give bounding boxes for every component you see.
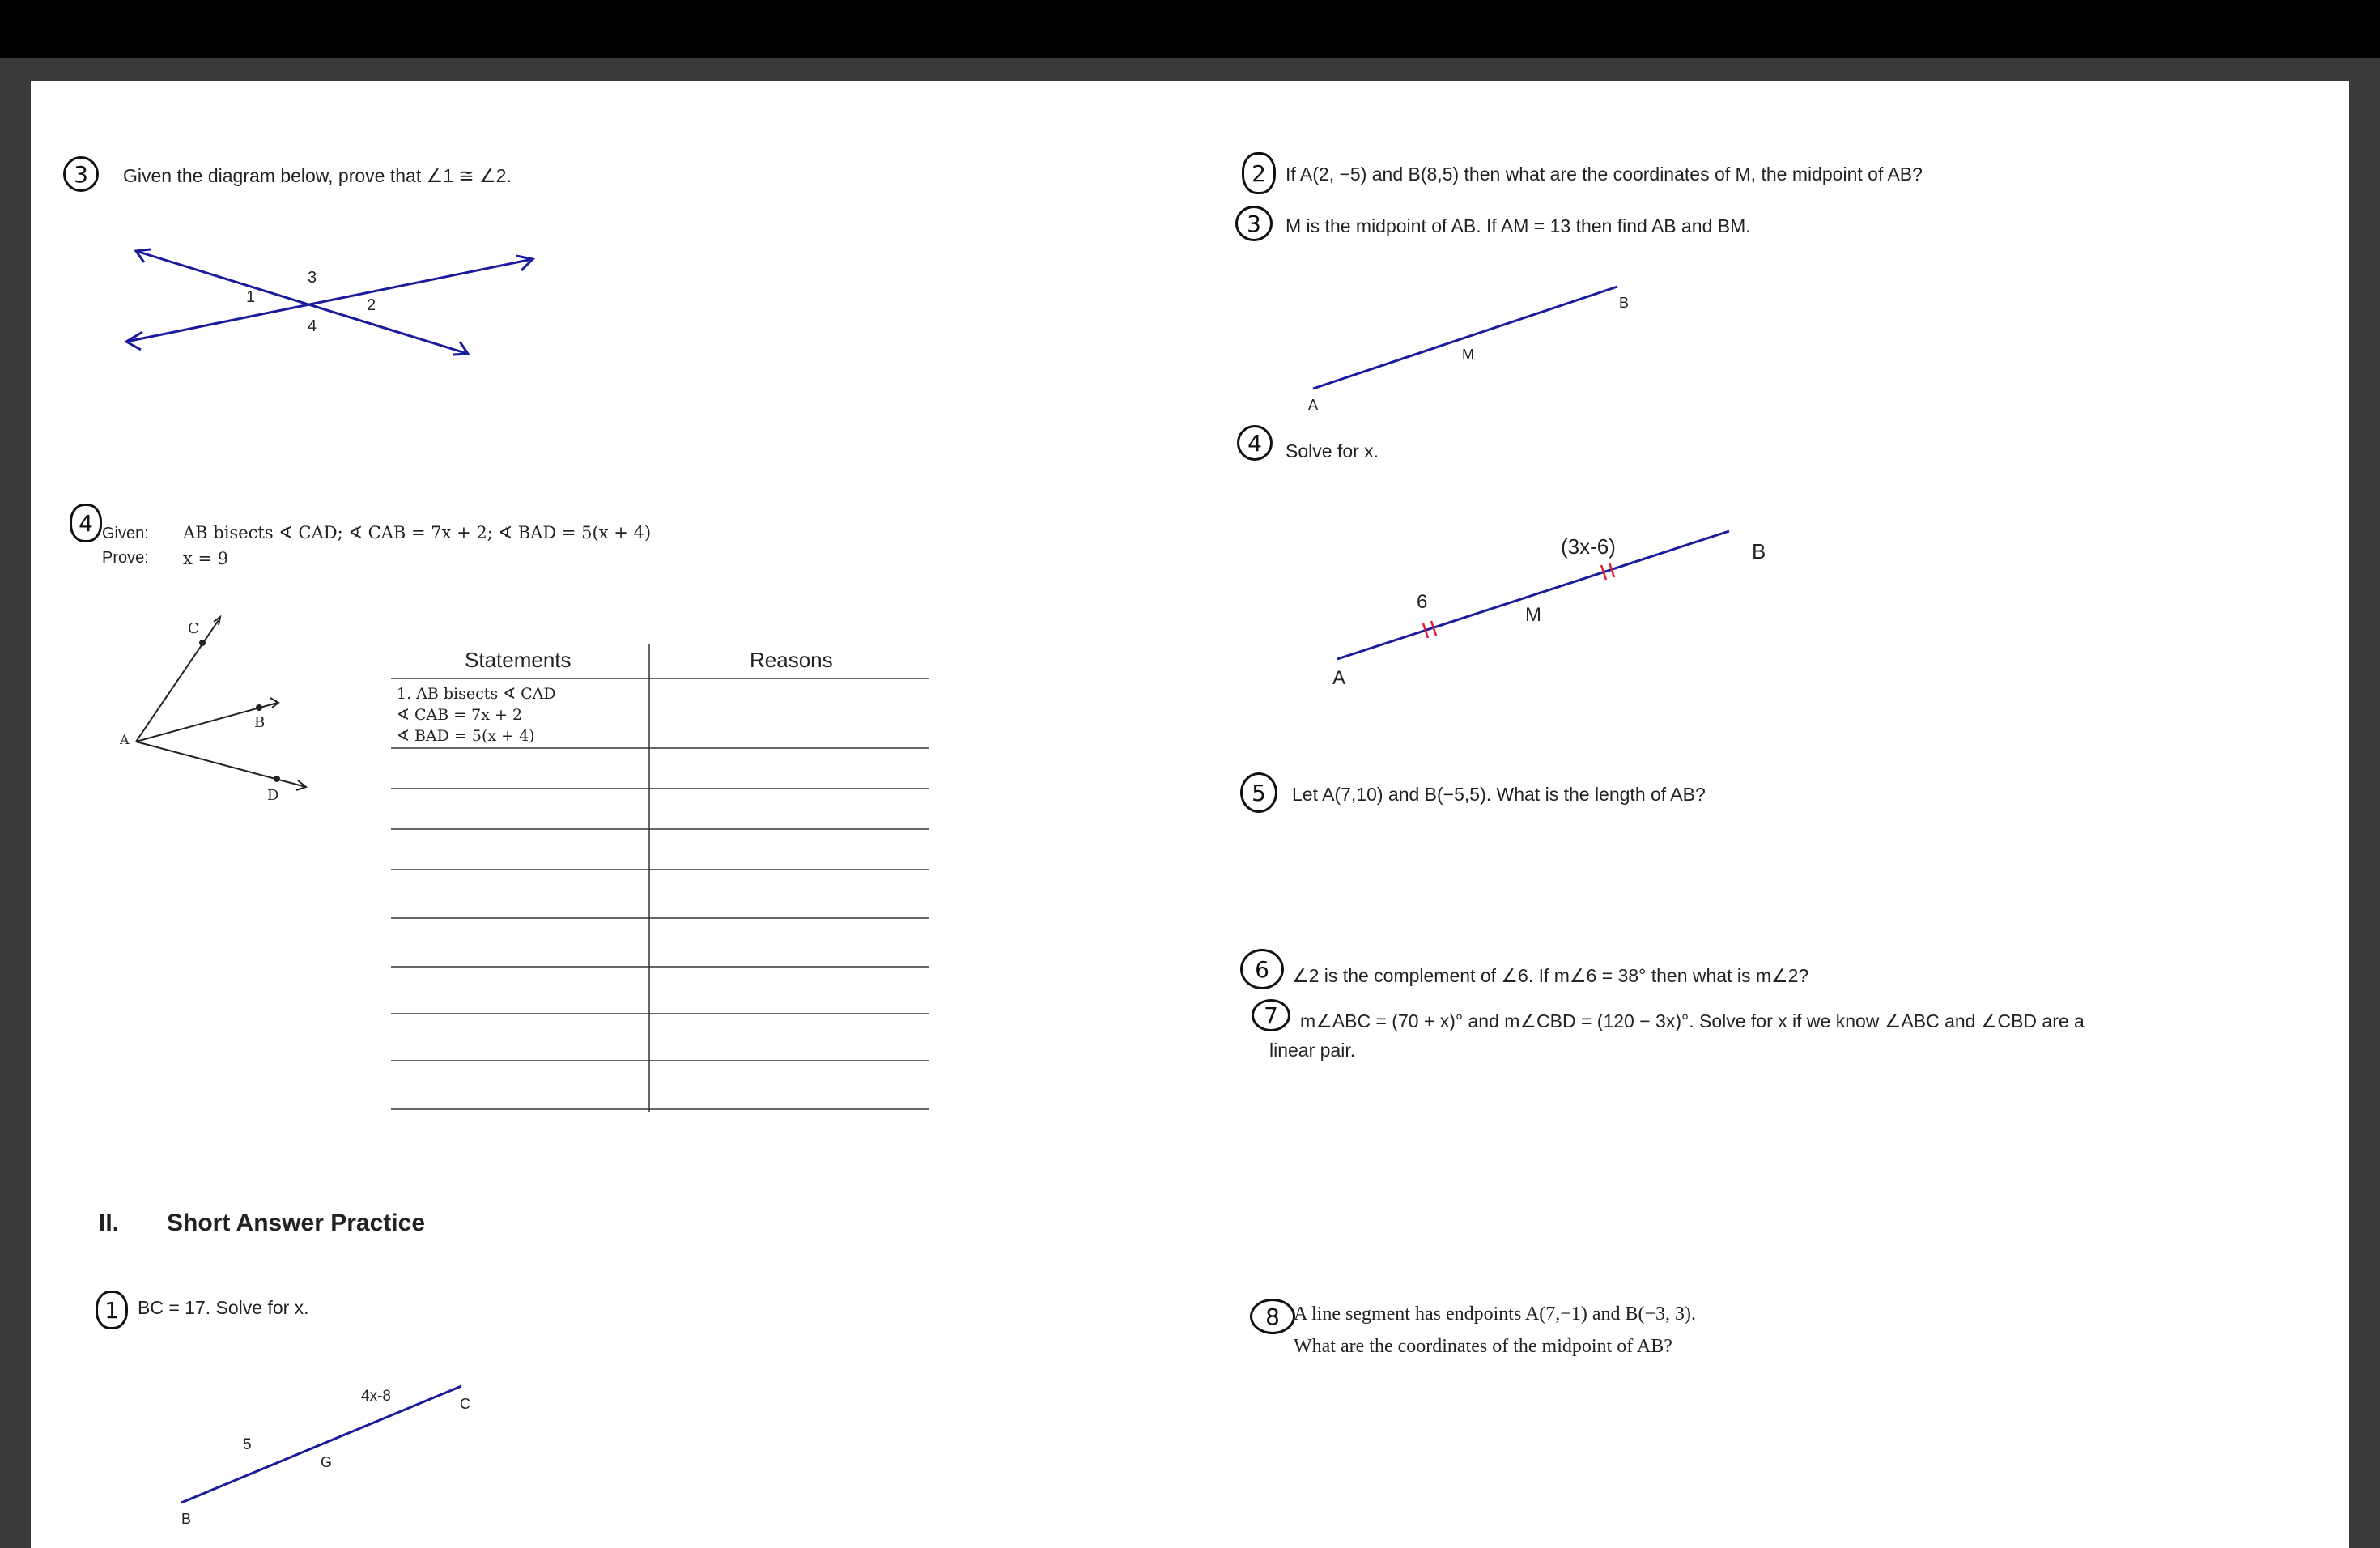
problem-number-circle: 3 xyxy=(63,156,99,192)
problem-8-prompt-cont: What are the coordinates of the midpoint of AB? xyxy=(1294,1336,1672,1357)
problem-7-prompt-cont: linear pair. xyxy=(1269,1040,1356,1061)
problem-number-circle: 4 xyxy=(1237,425,1273,461)
given-text: AB bisects ∢ CAD; ∢ CAB = 7x + 2; ∢ BAD = 5(x + 4) xyxy=(183,523,652,542)
point-label-a: A xyxy=(1308,397,1319,413)
problem-8-prompt: A line segment has endpoints A(7,−1) and B(−3, 3). xyxy=(1294,1303,1697,1325)
statement-1-line-2: ∢ CAB = 7x + 2 xyxy=(397,706,523,724)
problem-5-prompt: Let A(7,10) and B(−5,5). What is the length of AB? xyxy=(1292,784,1706,805)
problem-1-prompt: BC = 17. Solve for x. xyxy=(138,1297,309,1318)
segment-label-am: 6 xyxy=(1417,591,1428,613)
problem-6-prompt: ∠2 is the complement of ∠6. If m∠6 = 38° then what is m∠2? xyxy=(1292,965,1809,986)
table-header-statements: Statements xyxy=(465,648,572,672)
point-label-b: B xyxy=(181,1511,192,1527)
prove-label: Prove: xyxy=(102,549,149,567)
problem-4-prompt: Solve for x. xyxy=(1286,440,1379,461)
problem-number-circle: 3 xyxy=(1235,206,1273,241)
problem-number-circle: 5 xyxy=(1240,772,1277,813)
given-label: Given: xyxy=(102,525,149,542)
problem-number-circle: 7 xyxy=(1252,999,1290,1031)
angle-label-1: 1 xyxy=(246,288,256,306)
point-label-a: A xyxy=(1332,667,1346,689)
problem-number-circle: 4 xyxy=(70,504,102,542)
problem-number-circle: 1 xyxy=(96,1291,128,1329)
point-label-b: B xyxy=(254,714,266,731)
problem-7-prompt: m∠ABC = (70 + x)° and m∠CBD = (120 − 3x)°. Solve for x if we know ∠ABC and ∠CBD are a xyxy=(1300,1010,2085,1031)
segment-midpoint-diagram xyxy=(31,81,2349,1548)
problem-number-circle: 2 xyxy=(1242,152,1276,194)
point-label-m: M xyxy=(1462,347,1474,363)
angle-label-2: 2 xyxy=(367,296,376,314)
segment-label-gc: 4x-8 xyxy=(361,1388,391,1405)
worksheet-page xyxy=(31,81,2349,1548)
section-title: Short Answer Practice xyxy=(167,1210,425,1236)
point-label-c: C xyxy=(188,620,199,637)
problem-2-prompt: If A(2, −5) and B(8,5) then what are the coordinates of M, the midpoint of AB? xyxy=(1286,164,1923,185)
point-label-a: A xyxy=(120,732,130,747)
point-label-b: B xyxy=(1752,539,1766,563)
segment-label-bg: 5 xyxy=(243,1436,252,1453)
problem-number-circle: 8 xyxy=(1250,1299,1295,1334)
problem-3-prompt: M is the midpoint of AB. If AM = 13 then find AB and BM. xyxy=(1286,215,1751,236)
segment-label-mb: (3x-6) xyxy=(1561,534,1616,559)
viewer-background xyxy=(0,58,2380,1548)
statement-1-line-3: ∢ BAD = 5(x + 4) xyxy=(397,727,535,745)
angle-label-3: 3 xyxy=(308,269,317,287)
point-label-d: D xyxy=(267,787,279,804)
point-label-b: B xyxy=(1619,295,1630,311)
problem-3-prompt: Given the diagram below, prove that ∠1 ≅ ∠2. xyxy=(123,165,512,186)
point-label-g: G xyxy=(321,1454,333,1470)
prove-text: x = 9 xyxy=(183,549,229,568)
statement-1-line-1: 1. AB bisects ∢ CAD xyxy=(397,685,556,703)
angle-label-4: 4 xyxy=(308,317,317,335)
point-label-c: C xyxy=(460,1396,470,1412)
section-numeral: II. xyxy=(99,1210,120,1236)
point-label-m: M xyxy=(1525,604,1541,626)
table-header-reasons: Reasons xyxy=(750,648,833,672)
problem-number-circle: 6 xyxy=(1240,949,1284,989)
